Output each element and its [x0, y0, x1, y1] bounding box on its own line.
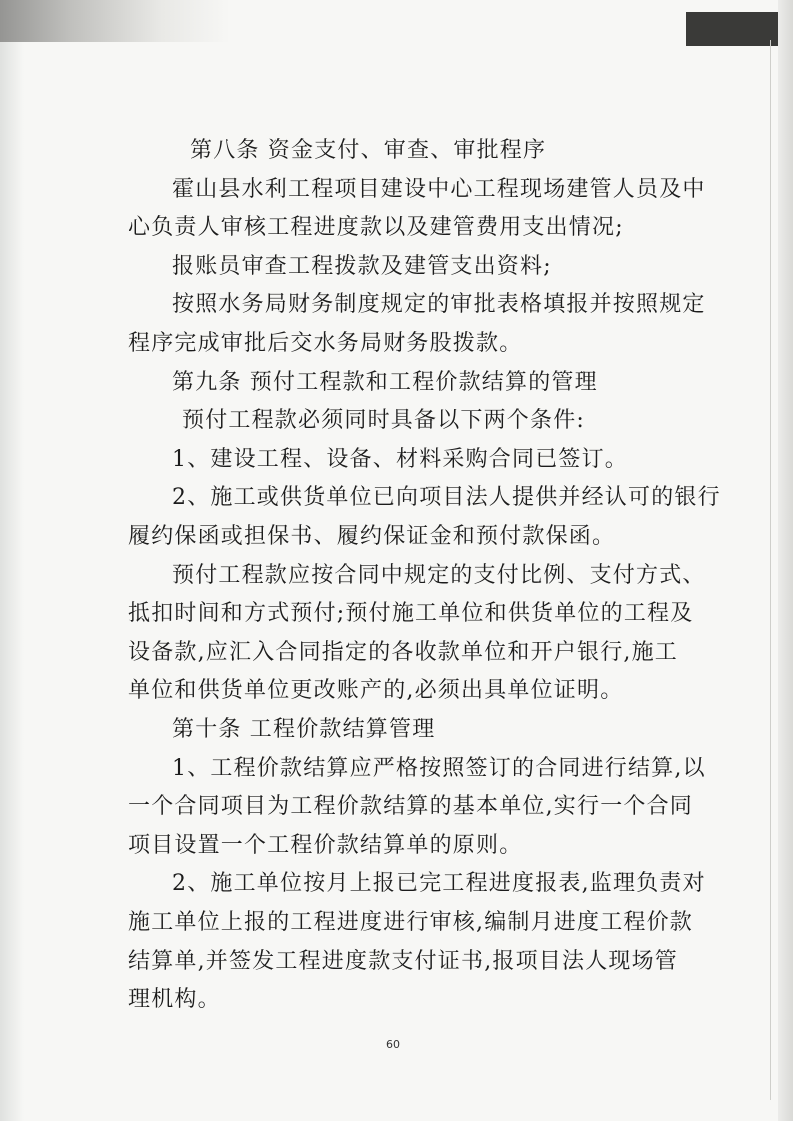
scan-edge-left — [0, 42, 24, 1121]
paragraph-line: 结算单,并签发工程进度款支付证书,报项目法人现场管 — [128, 949, 678, 974]
article-8-heading: 第八条 资金支付、审查、审批程序 — [190, 138, 547, 163]
paragraph-line: 程序完成审批后交水务局财务股拨款。 — [128, 331, 523, 356]
paragraph-line: 2、施工或供货单位已向项目法人提供并经认可的银行 — [172, 485, 721, 510]
paragraph-line: 预付工程款应按合同中规定的支付比例、支付方式、 — [172, 563, 706, 588]
paragraph-line: 1、建设工程、设备、材料采购合同已签订。 — [172, 447, 628, 472]
paragraph-line: 报账员审查工程拨款及建管支出资料; — [172, 254, 552, 279]
paragraph-line: 设备款,应汇入合同指定的各收款单位和开户银行,施工 — [128, 640, 678, 665]
paragraph-line: 按照水务局财务制度规定的审批表格填报并按照规定 — [172, 292, 706, 317]
paragraph-line: 一个合同项目为工程价款结算的基本单位,实行一个合同 — [128, 794, 693, 819]
paragraph-line: 抵扣时间和方式预付;预付施工单位和供货单位的工程及 — [128, 601, 694, 626]
scan-dark-mark — [686, 12, 778, 46]
paragraph-line: 心负责人审核工程进度款以及建管费用支出情况; — [128, 215, 624, 240]
paragraph-line: 单位和供货单位更改账产的,必须出具单位证明。 — [128, 678, 624, 703]
scan-line-right — [770, 40, 771, 1100]
paragraph-line: 2、施工单位按月上报已完工程进度报表,监理负责对 — [172, 871, 706, 896]
scan-edge-right — [778, 0, 793, 1121]
article-10-heading: 第十条 工程价款结算管理 — [172, 717, 436, 742]
scan-shadow — [0, 0, 230, 42]
paragraph-line: 预付工程款必须同时具备以下两个条件: — [182, 408, 586, 433]
paragraph-line: 履约保函或担保书、履约保证金和预付款保函。 — [128, 524, 616, 549]
paragraph-line: 施工单位上报的工程进度进行审核,编制月进度工程价款 — [128, 910, 693, 935]
paragraph-line: 1、工程价款结算应严格按照签订的合同进行结算,以 — [172, 756, 706, 781]
paragraph-line: 项目设置一个工程价款结算单的原则。 — [128, 833, 523, 858]
paragraph-line: 霍山县水利工程项目建设中心工程现场建管人员及中 — [172, 177, 706, 202]
paragraph-line: 理机构。 — [128, 987, 221, 1012]
article-9-heading: 第九条 预付工程款和工程价款结算的管理 — [172, 370, 598, 395]
page-number: 60 — [386, 1038, 400, 1051]
